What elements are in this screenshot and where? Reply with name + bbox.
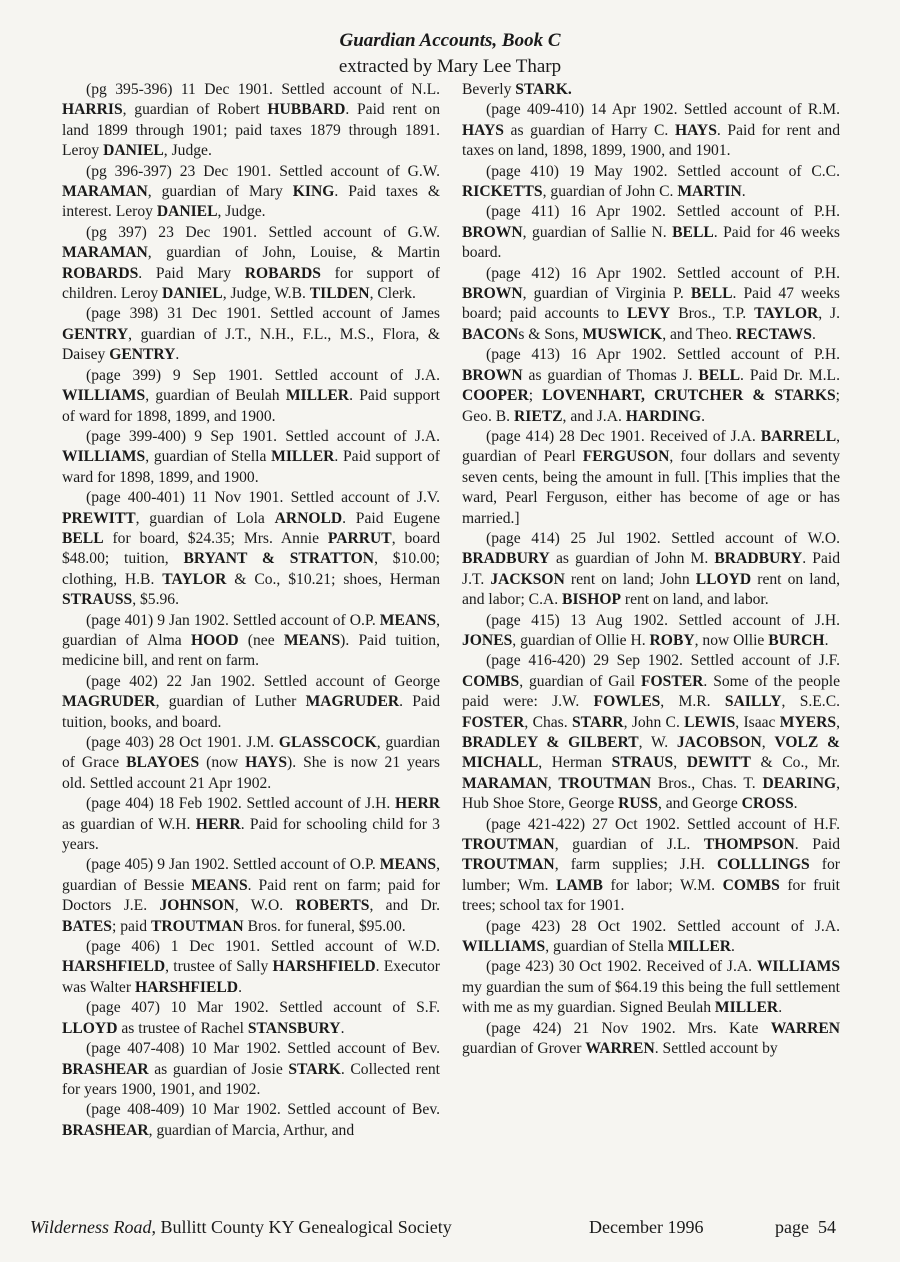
entry-text: (page 402) 22 Jan 1902. Settled account of George bbox=[86, 672, 440, 690]
entry-text: , and George bbox=[657, 795, 742, 813]
entry-text: , John C. bbox=[623, 713, 685, 731]
surname: BROWN bbox=[462, 223, 523, 241]
surname: KING bbox=[292, 183, 335, 201]
surname: FOSTER bbox=[641, 672, 704, 690]
surname: FERGUSON bbox=[582, 448, 670, 466]
surname: RIETZ bbox=[513, 407, 563, 425]
surname: TAYLOR bbox=[162, 570, 227, 588]
entry-text: . bbox=[778, 999, 783, 1017]
surname: JACKSON bbox=[490, 570, 565, 588]
entry-text: (page 409-410) 14 Apr 1902. Settled account of R.M. bbox=[486, 101, 840, 119]
footer-page-number: page 54 bbox=[775, 1217, 836, 1237]
surname: STRAUSS bbox=[62, 591, 133, 609]
entry-text: as trustee of Rachel bbox=[117, 1019, 248, 1037]
surname: BRADBURY bbox=[462, 550, 550, 568]
account-entry bbox=[462, 611, 840, 652]
surname: PARRUT bbox=[327, 529, 392, 547]
surname: MARAMAN bbox=[62, 244, 148, 262]
surname: DANIEL bbox=[103, 142, 164, 160]
account-entry bbox=[462, 345, 840, 427]
entry-text: for labor; W.M. bbox=[602, 876, 723, 894]
surname: TROUTMAN bbox=[150, 917, 244, 935]
entry-text: , guardian of Beulah bbox=[145, 387, 286, 405]
surname: MARTIN bbox=[677, 183, 742, 201]
surname: MYERS bbox=[779, 713, 837, 731]
surname: BRASHEAR bbox=[62, 1121, 149, 1139]
entry-text: for fruit trees; school tax for 1901. bbox=[462, 876, 840, 915]
surname: HARRIS bbox=[62, 101, 123, 119]
account-entry bbox=[62, 937, 440, 998]
entry-text: , now Ollie bbox=[694, 631, 769, 649]
surname: STARK. bbox=[515, 81, 572, 98]
surname: HOOD bbox=[190, 631, 239, 649]
account-entry bbox=[462, 1019, 840, 1060]
surname: HAYS bbox=[462, 121, 504, 139]
surname: BARRELL bbox=[760, 427, 837, 445]
entry-text: , bbox=[547, 774, 559, 792]
entry-text: . Paid for rent and taxes on land, 1898, 1899, 1900, and 1901. bbox=[462, 121, 841, 160]
account-entry bbox=[62, 672, 440, 733]
entry-text: , guardian of Gail bbox=[519, 672, 642, 690]
account-entry bbox=[62, 794, 440, 855]
surname: BATES bbox=[62, 917, 112, 935]
entry-text: , guardian of Virginia P. bbox=[522, 285, 691, 303]
entry-text: . Paid 47 weeks board; paid accounts to bbox=[462, 285, 840, 323]
surname: HARSHFIELD bbox=[62, 958, 166, 976]
account-entry bbox=[62, 80, 440, 162]
account-entry bbox=[62, 1100, 440, 1141]
entry-text: (page 416-420) 29 Sep 1902. Settled account of J.F. bbox=[486, 652, 840, 670]
surname: BROWN bbox=[462, 285, 523, 303]
surname: BRASHEAR bbox=[62, 1060, 149, 1078]
entry-text: , Judge. bbox=[217, 203, 266, 221]
entry-text: (page 408-409) 10 Mar 1902. Settled account of Bev. bbox=[86, 1101, 440, 1119]
entry-text: . Paid Eugene bbox=[342, 509, 440, 527]
surname: JACOBSON bbox=[676, 734, 762, 751]
entry-text: . bbox=[824, 631, 829, 649]
entry-text: , guardian of Stella bbox=[145, 448, 272, 466]
surname: TROUTMAN bbox=[462, 856, 555, 874]
account-entry bbox=[462, 651, 840, 814]
entry-text: , guardian of Ollie H. bbox=[512, 631, 650, 649]
surname: BELL bbox=[698, 366, 741, 384]
entry-text: (page 414) 28 Dec 1901. Received of J.A. bbox=[486, 427, 761, 445]
entry-text: rent on land, and labor; C.A. bbox=[462, 570, 840, 609]
entry-text: , trustee of Sally bbox=[165, 958, 273, 976]
entry-text: , and Dr. bbox=[369, 897, 441, 915]
entry-text: & Co., $10.21; shoes, Herman bbox=[226, 570, 440, 588]
entry-text: . Paid taxes & interest. Leroy bbox=[62, 183, 440, 221]
surname: BROWN bbox=[462, 366, 523, 384]
entry-text: , bbox=[761, 734, 775, 751]
entry-text: , and J.A. bbox=[562, 407, 626, 425]
entry-text: , bbox=[836, 713, 840, 731]
surname: BELL bbox=[690, 285, 733, 303]
account-entry bbox=[62, 998, 440, 1039]
account-entry bbox=[62, 304, 440, 365]
account-entry bbox=[62, 223, 440, 305]
entry-text: , guardian of Lola bbox=[135, 509, 275, 527]
page-title: Guardian Accounts, Book C bbox=[339, 30, 561, 51]
entry-text: (page 400-401) 11 Nov 1901. Settled account of J.V. bbox=[86, 489, 440, 507]
account-entry bbox=[462, 957, 840, 1018]
entry-text: (page 403) 28 Oct 1901. J.M. bbox=[86, 734, 279, 751]
entry-text: , S.E.C. bbox=[781, 693, 840, 711]
entry-text: , and Theo. bbox=[662, 325, 736, 343]
surname: TAYLOR bbox=[754, 305, 819, 323]
surname: DANIEL bbox=[156, 203, 218, 221]
footer-publication bbox=[30, 1217, 452, 1238]
account-entry bbox=[462, 815, 840, 917]
entry-text: , Judge, W.B. bbox=[222, 285, 310, 303]
page-subtitle: extracted by Mary Lee Tharp bbox=[338, 56, 562, 77]
surname: ARNOLD bbox=[274, 509, 343, 527]
entry-text: . bbox=[175, 346, 180, 364]
entry-text: , guardian of Robert bbox=[122, 101, 268, 119]
entry-text: (page 411) 16 Apr 1902. Settled account of P.H. bbox=[486, 203, 840, 221]
surname: VOLZ & MICHALL bbox=[462, 734, 840, 772]
surname: COOPER bbox=[462, 387, 529, 405]
entry-text: (page 406) 1 Dec 1901. Settled account of W.D. bbox=[86, 938, 440, 956]
account-entry bbox=[462, 162, 840, 203]
entry-text: (page 424) 21 Nov 1902. Mrs. Kate bbox=[486, 1019, 771, 1037]
entry-text: (page 412) 16 Apr 1902. Settled account of P.H. bbox=[486, 264, 840, 282]
entry-text: , guardian of Bessie bbox=[62, 856, 440, 894]
surname: DEARING bbox=[762, 774, 837, 792]
entry-text: . Paid rent on farm; paid for Doctors J.E. bbox=[62, 876, 440, 915]
entry-text: , guardian of J.L. bbox=[554, 836, 704, 854]
entry-text: , Herman bbox=[538, 754, 612, 772]
surname: FOSTER bbox=[462, 713, 525, 731]
surname: HAYS bbox=[674, 121, 717, 139]
entry-text: (page 398) 31 Dec 1901. Settled account of James bbox=[86, 305, 440, 323]
entry-text: , guardian of Alma bbox=[62, 611, 440, 649]
entry-text: , Clerk. bbox=[369, 285, 416, 303]
surname: HARSHFIELD bbox=[134, 978, 239, 996]
surname: ROBARDS bbox=[62, 264, 139, 282]
entry-text: . bbox=[238, 978, 242, 996]
surname: GENTRY bbox=[109, 346, 176, 364]
entry-text: , guardian of John, Louise, & Martin bbox=[147, 244, 440, 262]
entry-text: (page 404) 18 Feb 1902. Settled account of J.H. bbox=[86, 795, 395, 813]
entry-text: . Collected rent for years 1900, 1901, and 1902. bbox=[62, 1060, 441, 1098]
entry-text: s & Sons, bbox=[518, 325, 583, 343]
account-entry bbox=[462, 202, 840, 263]
account-entry bbox=[462, 917, 840, 958]
entry-text: (page 399-400) 9 Sep 1901. Settled account of J.A. bbox=[86, 427, 440, 445]
surname: RUSS bbox=[618, 795, 658, 813]
surname: FOWLES bbox=[593, 693, 661, 711]
surname: MEANS bbox=[379, 611, 437, 629]
entry-text: (nee bbox=[238, 631, 284, 649]
entry-text: my guardian the sum of $64.19 this being the full settlement with me as my guardian. Signed Beulah bbox=[462, 978, 840, 1017]
surname: TILDEN bbox=[309, 285, 370, 303]
entry-text: as guardian of John M. bbox=[549, 550, 715, 568]
entry-text: (page 413) 16 Apr 1902. Settled account of P.H. bbox=[486, 346, 840, 364]
account-entry bbox=[462, 529, 840, 611]
entry-text: ; bbox=[528, 387, 543, 405]
entry-text: Bros., Chas. T. bbox=[651, 774, 763, 792]
entry-text: , guardian of J.T., N.H., F.L., M.S., Flora, & Daisey bbox=[62, 325, 440, 364]
entry-text: (page 423) 28 Oct 1902. Settled account of J.A. bbox=[486, 917, 840, 935]
surname: BELL bbox=[62, 529, 104, 547]
surname: COMBS bbox=[462, 672, 520, 690]
footer-date: December 1996 bbox=[589, 1217, 704, 1237]
entry-text: . bbox=[701, 407, 706, 425]
account-entry bbox=[62, 855, 440, 937]
entry-text: , guardian of Mary bbox=[147, 183, 293, 201]
surname: BRADLEY & GILBERT bbox=[462, 734, 639, 751]
entry-text: (page 407) 10 Mar 1902. Settled account of S.F. bbox=[86, 999, 440, 1017]
entry-text: (page 410) 19 May 1902. Settled account of C.C. bbox=[486, 162, 840, 180]
account-entry bbox=[62, 733, 440, 794]
entry-text: as guardian of W.H. bbox=[62, 815, 196, 833]
account-entry bbox=[62, 611, 440, 672]
entry-text: . Paid rent on land 1899 through 1901; paid taxes 1879 through 1891. Leroy bbox=[62, 101, 440, 160]
surname: MARAMAN bbox=[62, 183, 148, 201]
entry-text: (pg 397) 23 Dec 1901. Settled account of G.W. bbox=[86, 223, 440, 241]
surname: STANSBURY bbox=[247, 1019, 341, 1037]
account-entry bbox=[62, 162, 440, 223]
entry-text: . Paid for 46 weeks board. bbox=[462, 223, 841, 262]
entry-text: . bbox=[811, 325, 816, 343]
account-entry bbox=[62, 1039, 440, 1100]
surname: BISHOP bbox=[562, 591, 621, 609]
entry-text: , J. bbox=[818, 305, 841, 323]
surname: BACON bbox=[462, 325, 519, 343]
surname: LOVENHART, CRUTCHER & STARKS bbox=[542, 387, 836, 405]
surname: WILLIAMS bbox=[756, 958, 840, 976]
surname: RECTAWS bbox=[735, 325, 812, 343]
surname: BRADBURY bbox=[714, 550, 803, 568]
surname: JONES bbox=[462, 631, 513, 649]
entry-text: ). She is now 21 years old. Settled account 21 Apr 1902. bbox=[62, 754, 440, 792]
entry-text: . Paid Mary bbox=[138, 264, 245, 282]
surname: BRYANT & STRATTON bbox=[183, 550, 375, 568]
entry-text: , guardian of Luther bbox=[155, 693, 306, 711]
account-entry bbox=[62, 366, 440, 427]
entry-text: (page 401) 9 Jan 1902. Settled account of O.P. bbox=[86, 611, 380, 629]
entry-text: , Hub Shoe Store, George bbox=[462, 774, 841, 813]
surname: ROBARDS bbox=[244, 264, 321, 282]
surname: BELL bbox=[672, 223, 714, 241]
surname: GLASSCOCK bbox=[278, 734, 377, 751]
surname: LEWIS bbox=[684, 713, 736, 731]
entry-text: ; paid bbox=[111, 917, 151, 935]
surname: WARREN bbox=[770, 1019, 840, 1037]
surname: LLOYD bbox=[62, 1019, 118, 1037]
surname: THOMPSON bbox=[703, 836, 795, 854]
right-column bbox=[462, 80, 840, 1060]
surname: ROBY bbox=[649, 631, 695, 649]
entry-text: , W. bbox=[638, 734, 677, 751]
surname: HAYS bbox=[245, 754, 288, 772]
surname: GENTRY bbox=[62, 325, 129, 343]
surname: ROBERTS bbox=[295, 897, 370, 915]
entry-text: for lumber; Wm. bbox=[462, 856, 840, 894]
entry-text: (pg 396-397) 23 Dec 1901. Settled account of G.W. bbox=[86, 162, 440, 180]
entry-text: as guardian of Harry C. bbox=[503, 121, 675, 139]
surname: MILLER bbox=[667, 938, 732, 956]
entry-text: , farm supplies; J.H. bbox=[554, 856, 717, 874]
entry-text: (page 407-408) 10 Mar 1902. Settled account of Bev. bbox=[86, 1040, 440, 1058]
surname: MEANS bbox=[379, 856, 437, 874]
surname: PREWITT bbox=[62, 509, 136, 527]
surname: DANIEL bbox=[162, 285, 223, 303]
entry-text: as guardian of Thomas J. bbox=[522, 366, 699, 384]
entry-text: . Some of the people paid were: J.W. bbox=[462, 672, 840, 711]
entry-text: , bbox=[673, 754, 687, 772]
entry-text: , guardian of Sallie N. bbox=[522, 223, 673, 241]
surname: CROSS bbox=[741, 795, 794, 813]
entry-text: . Paid support of ward for 1898, 1899, and 1900. bbox=[62, 448, 440, 486]
footer-publisher: , Bullitt County KY Genealogical Society bbox=[151, 1217, 452, 1237]
account-entry bbox=[62, 427, 440, 488]
surname: MEANS bbox=[283, 631, 341, 649]
entry-text: & Co., Mr. bbox=[750, 754, 841, 772]
surname: WARREN bbox=[585, 1040, 655, 1058]
entry-text: , $5.96. bbox=[132, 591, 179, 609]
entry-text: . Paid bbox=[794, 836, 840, 854]
surname: MAGRUDER bbox=[305, 693, 400, 711]
surname: STARK bbox=[288, 1060, 341, 1078]
surname: HUBBARD bbox=[267, 101, 346, 119]
surname: COLLLINGS bbox=[716, 856, 810, 874]
entry-text: rent on land, and labor. bbox=[620, 591, 769, 609]
surname: HARSHFIELD bbox=[272, 958, 376, 976]
entry-text: , guardian of Grace bbox=[62, 734, 441, 772]
surname: JOHNSON bbox=[159, 897, 235, 915]
entry-text: ; Geo. B. bbox=[462, 387, 840, 425]
surname: COMBS bbox=[722, 876, 780, 894]
surname: HERR bbox=[195, 815, 241, 833]
entry-text: , $10.00; clothing, H.B. bbox=[62, 550, 440, 588]
entry-text: . Paid J.T. bbox=[462, 550, 840, 588]
entry-text: Beverly bbox=[462, 81, 516, 98]
entry-text: . Paid support of ward for 1898, 1899, and 1900. bbox=[62, 387, 440, 425]
surname: HARDING bbox=[625, 407, 702, 425]
entry-text: . bbox=[731, 938, 735, 956]
entry-text: (page 415) 13 Aug 1902. Settled account of J.H. bbox=[486, 611, 840, 629]
entry-text: (page 405) 9 Jan 1902. Settled account of O.P. bbox=[86, 856, 380, 874]
entry-text: . bbox=[793, 795, 798, 813]
surname: TROUTMAN bbox=[558, 774, 652, 792]
entry-text: . bbox=[741, 183, 746, 201]
surname: MILLER bbox=[271, 448, 335, 466]
entry-text: , guardian of Pearl bbox=[462, 427, 840, 466]
entry-text: as guardian of Josie bbox=[148, 1060, 289, 1078]
entry-text: , M.R. bbox=[660, 693, 725, 711]
entry-text: , board $48.00; tuition, bbox=[62, 529, 440, 568]
entry-text: guardian of Grover bbox=[462, 1040, 586, 1058]
surname: LLOYD bbox=[695, 570, 752, 588]
surname: TROUTMAN bbox=[462, 836, 555, 854]
entry-text: , Chas. bbox=[524, 713, 572, 731]
entry-text: rent on land; John bbox=[564, 570, 696, 588]
surname: WILLIAMS bbox=[462, 938, 546, 956]
entry-text: . Paid tuition, books, and board. bbox=[62, 693, 440, 731]
surname: BURCH bbox=[768, 631, 825, 649]
surname: RICKETTS bbox=[462, 183, 543, 201]
surname: LAMB bbox=[556, 876, 603, 894]
entry-text: Bros., T.P. bbox=[670, 305, 755, 323]
entry-text: (now bbox=[199, 754, 246, 772]
entry-text: , W.O. bbox=[234, 897, 296, 915]
entry-text: , Judge. bbox=[163, 142, 212, 160]
account-entry bbox=[462, 100, 840, 161]
entry-text: ). Paid tuition, medicine bill, and rent on farm. bbox=[62, 631, 440, 670]
entry-text: , guardian of Marcia, Arthur, and bbox=[148, 1121, 355, 1139]
entry-text: , guardian of John C. bbox=[542, 183, 678, 201]
entry-text: (page 414) 25 Jul 1902. Settled account of W.O. bbox=[486, 529, 840, 547]
surname: DEWITT bbox=[686, 754, 751, 772]
entry-text: . Paid Dr. M.L. bbox=[740, 366, 840, 384]
surname: WILLIAMS bbox=[62, 448, 146, 466]
surname: MAGRUDER bbox=[62, 693, 156, 711]
account-entry bbox=[62, 488, 440, 610]
entry-text: , four dollars and seventy seven cents, being the amount in full. [This implies that the ward, Pearl Ferguson, either has become of age or has married.] bbox=[462, 448, 841, 527]
entry-text: for board, $24.35; Mrs. Annie bbox=[103, 529, 328, 547]
entry-text: , Isaac bbox=[735, 713, 780, 731]
account-entry bbox=[462, 264, 840, 346]
entry-text: (pg 395-396) 11 Dec 1901. Settled account of N.L. bbox=[86, 81, 440, 98]
entry-text: , guardian of Stella bbox=[545, 938, 668, 956]
surname: BLAYOES bbox=[126, 754, 200, 772]
surname: MEANS bbox=[191, 876, 248, 894]
surname: SAILLY bbox=[724, 693, 782, 711]
footer-journal-name: Wilderness Road bbox=[30, 1217, 152, 1237]
left-column bbox=[62, 80, 440, 1141]
surname: LEVY bbox=[626, 305, 671, 323]
surname: MILLER bbox=[285, 387, 350, 405]
entry-text: (page 423) 30 Oct 1902. Received of J.A. bbox=[486, 958, 757, 976]
entry-text: Bros. for funeral, $95.00. bbox=[243, 917, 406, 935]
account-entry bbox=[462, 427, 840, 529]
surname: MARAMAN bbox=[462, 774, 548, 792]
surname: HERR bbox=[394, 795, 440, 813]
entry-text: (page 399) 9 Sep 1901. Settled account of J.A. bbox=[86, 366, 440, 384]
surname: MILLER bbox=[714, 999, 779, 1017]
entry-text: . bbox=[340, 1019, 345, 1037]
entry-text: . Executor was Walter bbox=[62, 958, 440, 996]
account-entry bbox=[462, 80, 840, 100]
entry-text: . Settled account by bbox=[654, 1040, 778, 1058]
entry-text: . Paid for schooling child for 3 years. bbox=[62, 815, 440, 854]
surname: MUSWICK bbox=[582, 325, 663, 343]
surname: WILLIAMS bbox=[62, 387, 146, 405]
entry-text: (page 421-422) 27 Oct 1902. Settled account of H.F. bbox=[486, 815, 840, 833]
surname: STARR bbox=[571, 713, 624, 731]
entry-text: for support of children. Leroy bbox=[62, 264, 440, 303]
surname: STRAUS bbox=[611, 754, 674, 772]
